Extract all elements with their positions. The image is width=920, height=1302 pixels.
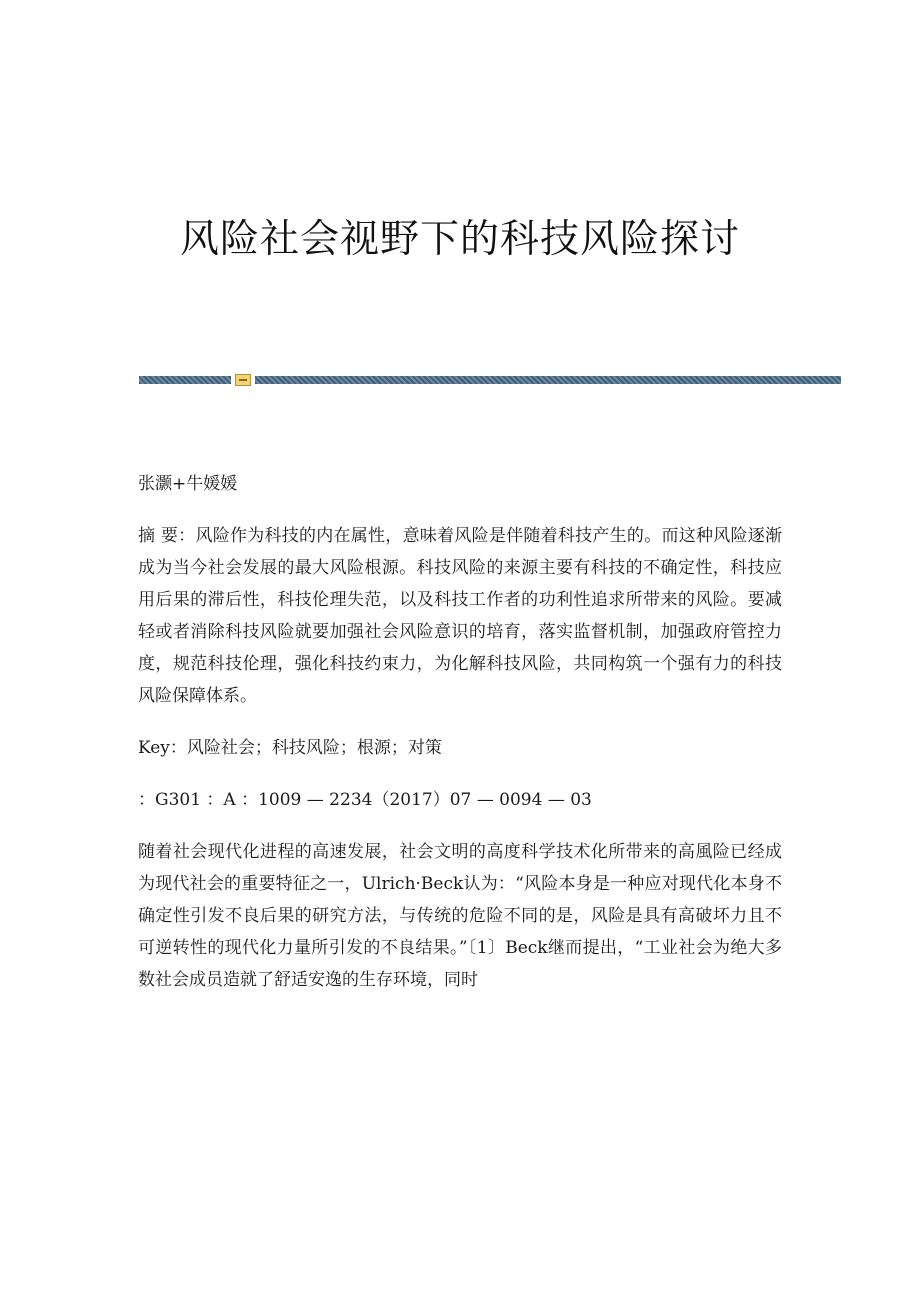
abstract (138, 520, 782, 712)
keywords: Key：风险社会；科技风险；根源；对策 (138, 738, 442, 758)
divider-bar-right (255, 376, 841, 384)
authors: 张灏+牛媛媛 (138, 474, 238, 494)
body-paragraph: 随着社会现代化进程的高速发展，社会文明的高度科学技术化所带来的高風险已经成为现代社会的重要特征之一，Ulrich·Beck认为：“风险本身是一种应对现代化本身不确定性引发不良后果的研究方法，与传统的危险不同的是，风险是具有高破坏力且不可逆转性的现代化力量所引发的不良结果。”〔1〕Beck继而提出，“工业社会为绝大多数社会成员造就了舒适安逸的生存环境，同时 (138, 842, 782, 990)
divider-bar-left (139, 376, 231, 384)
document-title: 风险社会视野下的科技风险探讨 (179, 217, 740, 262)
abstract-label: 摘 要： (138, 526, 196, 546)
title-divider (139, 374, 841, 386)
classification-codes: ：G301 ：A ：1009 — 2234（2017）07 — 0094 — 03 (138, 790, 592, 810)
article-body (138, 468, 782, 1016)
abstract-text: 风险作为科技的内在属性，意味着风险是伴随着科技产生的。而这种风险逐渐成为当今社会发展的最大风险根源。科技风险的来源主要有科技的不确定性，科技应用后果的滞后性，科技伦理失范，以及科技工作者的功利性追求所带来的风险。要减轻或者消除科技风险就要加强社会风险意识的培育，落实监督机制，加强政府管控力度，规范科技伦理，强化科技约束力，为化解科技风险，共同构筑一个强有力的科技风险保障体系。 (138, 526, 783, 706)
divider-ornament-icon (235, 374, 251, 386)
